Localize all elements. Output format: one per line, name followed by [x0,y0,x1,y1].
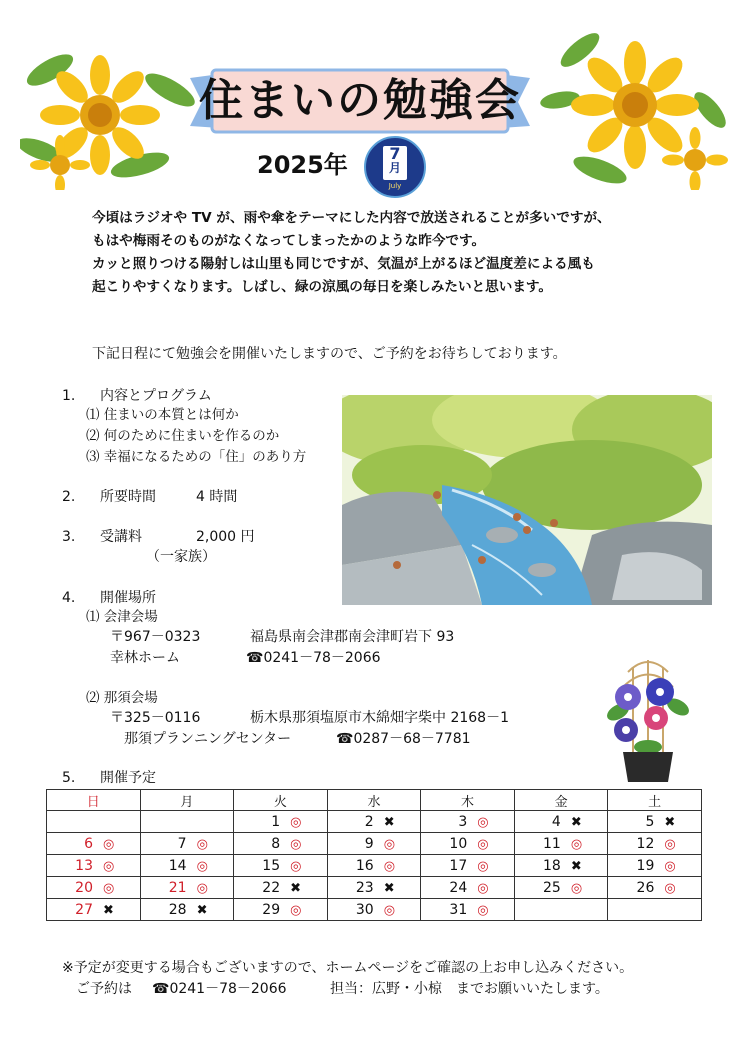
section-fee-number: 3. [62,529,76,545]
venue-nasu-phone: ☎0287－68－7781 [336,731,471,747]
calendar-day-cell [327,877,421,899]
calendar-day-cell [514,877,608,899]
calendar-day-number: 26 [636,879,655,896]
calendar-day-number: 15 [262,857,281,874]
schedule-calendar [46,789,702,921]
venue-nasu-name: ⑵ 那須会場 [86,690,158,706]
calendar-day-number: 28 [168,901,187,918]
program-item-3: ⑶ 幸福になるための「住」のあり方 [86,449,307,465]
weekday-tue: 火 [234,790,328,811]
weekday-thu: 木 [421,790,515,811]
available-mark-icon: ◎ [103,836,115,852]
weekday-sun: 日 [47,790,141,811]
venue-aizu-address: 福島県南会津郡南会津町岩下 93 [250,629,455,645]
program-item-2: ⑵ 何のために住まいを作るのか [86,428,280,444]
calendar-day-cell [234,877,328,899]
available-mark-icon: ◎ [383,836,396,852]
section-fee-label: 受講料 [100,529,142,545]
available-mark-icon: ◎ [383,902,396,918]
calendar-day-number: 20 [75,879,93,896]
available-mark-icon: ◎ [664,858,676,874]
calendar-day-cell [327,833,421,855]
month-tag [383,146,407,180]
venue-aizu-name: ⑴ 会津会場 [86,609,158,625]
calendar-day-cell [47,899,141,921]
available-mark-icon: ◎ [477,836,489,852]
calendar-day-number: 29 [262,901,281,918]
weekday-fri: 金 [514,790,608,811]
section-program [62,386,212,406]
intro-line-3: カッと照りつける陽射しは山里も同じですが、気温が上がるほど温度差による風も [92,256,595,272]
sunflower-right-illustration [540,30,730,190]
unavailable-mark-icon: ✖ [664,814,676,830]
calendar-day-number: 27 [75,901,93,918]
morning-glory-illustration [598,652,698,784]
month-sub: July [388,182,402,190]
calendar-week-row [47,855,702,877]
calendar-day-cell [514,833,608,855]
calendar-day-cell [140,811,234,833]
calendar-day-cell [234,811,328,833]
calendar-day-number: 5 [645,813,655,830]
calendar-week-row [47,833,702,855]
intro-line-4: 起こりやすくなります。しばし、緑の涼風の毎日を楽しみたいと思います。 [92,279,553,295]
calendar-day-cell [421,855,515,877]
calendar-day-number: 18 [542,857,561,874]
calendar-day-cell [140,855,234,877]
calendar-header-row [47,790,702,811]
available-mark-icon: ◎ [477,858,489,874]
calendar-day-cell [327,899,421,921]
calendar-day-cell [140,877,234,899]
calendar-day-cell [421,877,515,899]
calendar-day-number: 24 [449,879,468,896]
weekday-wed: 水 [327,790,421,811]
calendar-day-number: 2 [364,813,374,830]
available-mark-icon: ◎ [477,880,489,896]
section-venue [62,588,156,608]
sunflower-left-illustration [20,40,210,190]
available-mark-icon: ◎ [103,858,115,874]
calendar-day-number: 13 [75,857,93,874]
section-duration-number: 2. [62,489,76,505]
calendar-day-number: 25 [542,879,561,896]
notice-text: 下記日程にて勉強会を開催いたしますので、ご予約をお待ちしております。 [92,346,567,362]
calendar-day-cell [608,855,702,877]
section-program-number: 1. [62,388,76,404]
calendar-week-row [47,899,702,921]
unavailable-mark-icon: ✖ [196,902,208,918]
venue-aizu-hall: 幸林ホーム [110,650,180,666]
unavailable-mark-icon: ✖ [290,880,302,896]
weekday-sat: 土 [608,790,702,811]
venue-aizu-postal: 〒967－0323 [110,629,201,645]
calendar-day-cell [47,877,141,899]
section-duration [62,487,156,507]
calendar-day-cell [421,833,515,855]
section-fee [62,527,142,547]
unavailable-mark-icon: ✖ [383,814,395,830]
calendar-day-number: 9 [364,835,374,852]
intro-line-2: もはや梅雨そのものがなくなってしまったかのような昨今です。 [92,233,486,249]
month-unit: 月 [388,161,401,175]
year-label: 2025年 [257,151,348,179]
available-mark-icon: ◎ [477,814,489,830]
calendar-day-cell [140,899,234,921]
calendar-day-number: 7 [177,835,187,852]
calendar-day-cell [47,855,141,877]
calendar-day-cell [514,855,608,877]
footer-reserve-phone: ☎0241－78－2066 [152,981,287,997]
calendar-day-number: 19 [636,857,655,874]
calendar-day-number: 4 [551,813,561,830]
calendar-day-number: 22 [262,879,281,896]
calendar-day-number: 31 [449,901,468,918]
calendar-day-number: 10 [449,835,468,852]
calendar-day-cell [234,833,328,855]
section-schedule-number: 5. [62,770,76,786]
calendar-day-cell [47,833,141,855]
available-mark-icon: ◎ [290,902,302,918]
section-venue-number: 4. [62,590,76,606]
unavailable-mark-icon: ✖ [570,858,582,874]
calendar-day-number: 30 [355,901,374,918]
calendar-day-number: 23 [355,879,374,896]
calendar-day-number: 16 [355,857,374,874]
calendar-day-cell [608,899,702,921]
calendar-day-number: 6 [84,835,93,852]
fee-note: （一家族） [146,549,216,565]
calendar-day-cell [421,811,515,833]
calendar-day-number: 11 [542,835,561,852]
calendar-day-number: 21 [168,879,187,896]
calendar-day-cell [327,811,421,833]
available-mark-icon: ◎ [290,836,302,852]
available-mark-icon: ◎ [196,836,208,852]
section-program-title: 内容とプログラム [100,388,212,404]
venue-nasu-postal: 〒325－0116 [110,710,201,726]
calendar-day-number: 3 [458,813,468,830]
available-mark-icon: ◎ [290,858,302,874]
footer-reserve-label: ご予約は [76,981,132,997]
month-badge [364,136,426,198]
calendar-day-number: 12 [636,835,655,852]
river-landscape-illustration [342,395,712,605]
calendar-day-cell [421,899,515,921]
calendar-day-cell [608,833,702,855]
available-mark-icon: ◎ [383,858,396,874]
venue-aizu-phone: ☎0241－78－2066 [246,650,381,666]
available-mark-icon: ◎ [477,902,489,918]
calendar-day-number: 17 [449,857,468,874]
calendar-day-cell [608,877,702,899]
weekday-mon: 月 [140,790,234,811]
section-schedule [62,768,156,788]
calendar-day-cell [140,833,234,855]
calendar-day-cell [234,855,328,877]
available-mark-icon: ◎ [196,880,208,896]
section-schedule-title: 開催予定 [100,770,156,786]
calendar-day-cell [47,811,141,833]
available-mark-icon: ◎ [290,814,302,830]
calendar-day-cell [327,855,421,877]
available-mark-icon: ◎ [570,880,583,896]
unavailable-mark-icon: ✖ [570,814,582,830]
available-mark-icon: ◎ [664,836,676,852]
section-duration-label: 所要時間 [100,489,156,505]
available-mark-icon: ◎ [103,880,115,896]
calendar-day-cell [608,811,702,833]
calendar-day-number: 14 [168,857,187,874]
month-number: 7 [389,144,401,163]
unavailable-mark-icon: ✖ [103,902,114,918]
calendar-week-row [47,877,702,899]
calendar-day-cell [514,811,608,833]
available-mark-icon: ◎ [664,880,676,896]
footer-contact: 担当：広野・小椋 までお願いいたします。 [330,981,609,997]
program-item-1: ⑴ 住まいの本質とは何か [86,407,239,423]
fee-value: 2,000 円 [196,529,255,545]
footer-note: ※予定が変更する場合もございますので、ホームページをご確認の上お申し込みください。 [62,960,634,976]
page-title: 住まいの勉強会 [199,75,521,126]
calendar-day-number: 1 [271,813,281,830]
calendar-day-cell [514,899,608,921]
available-mark-icon: ◎ [196,858,208,874]
calendar-day-number: 8 [271,835,281,852]
venue-nasu-hall: 那須プランニングセンター [124,731,292,747]
unavailable-mark-icon: ✖ [383,880,395,896]
duration-value: 4 時間 [196,489,238,505]
venue-nasu-address: 栃木県那須塩原市木綿畑字柴中 2168－1 [250,710,509,726]
calendar-day-cell [234,899,328,921]
available-mark-icon: ◎ [570,836,583,852]
intro-line-1: 今頃はラジオや TV が、雨や傘をテーマにした内容で放送されることが多いですが、 [92,210,611,226]
calendar-week-row [47,811,702,833]
section-venue-title: 開催場所 [100,590,156,606]
